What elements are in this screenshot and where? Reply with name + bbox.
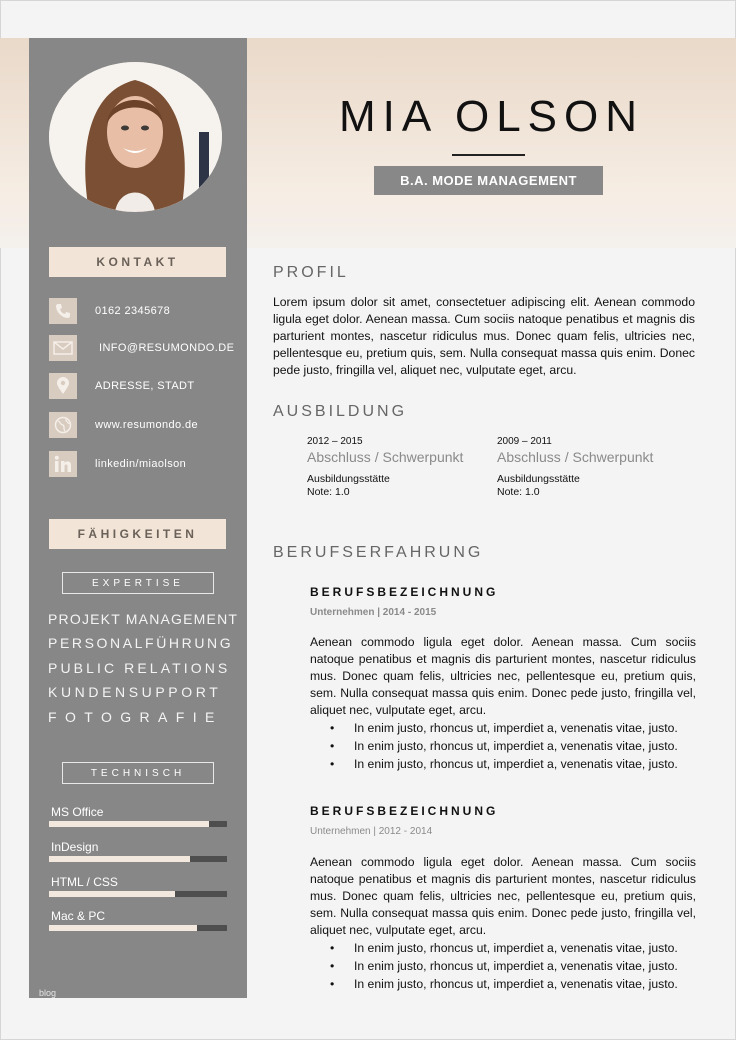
contact-address: [49, 373, 195, 399]
contact-website[interactable]: [49, 412, 198, 438]
expertise-item: FOTOGRAFIE: [48, 709, 223, 725]
expertise-item: PUBLIC RELATIONS: [48, 660, 231, 676]
contact-email-text: INFO@RESUMONDO.DE: [99, 342, 235, 354]
skill-label: MS Office: [51, 805, 104, 819]
contact-linkedin-text: linkedin/miaolson: [95, 458, 187, 470]
job-description: Aenean commodo ligula eget dolor. Aenean massa. Cum sociis natoque penatibus et magnis dis parturient montes, nascetur ridiculus mus. Donec quam felis, ultricies nec, pellentesque eu, pretium quis, sem. Nulla consequat massa quis enim. Donec pede justo, fringilla vel, aliquet nec, vulputate eget, arcu.: [310, 855, 696, 937]
bullet-item: • In enim justo, rhoncus ut, imperdiet a, venenatis vitae, justo.: [330, 939, 678, 957]
skill-fill: [49, 856, 190, 862]
profile-photo: [49, 62, 222, 212]
contact-address-text: ADRESSE, STADT: [95, 380, 195, 392]
contact-heading: KONTAKT: [49, 247, 226, 277]
skill-fill: [49, 891, 175, 897]
education-place: Ausbildungsstätte: [497, 473, 580, 485]
sidebar: [29, 38, 247, 998]
skill-label: Mac & PC: [51, 909, 106, 923]
expertise-item: PROJEKT MANAGEMENT: [48, 611, 239, 627]
education-entry: [307, 436, 487, 499]
contact-website-text: www.resumondo.de: [95, 419, 199, 431]
profile-text: Lorem ipsum dolor sit amet, consectetuer adipiscing elit. Aenean commodo ligula eget dolor. Aenean massa. Cum sociis natoque penatibus et magnis dis parturient montes, nascetur ridiculus mus. Donec quam felis, ultricies nec, pellentesque eu, pretium quis, sem. Nulla consequat massa quis enim. Donec pede justo, fringilla vel, aliquet nec, vulputate eget, arcu.: [273, 295, 695, 377]
technical-heading: TECHNISCH: [62, 762, 214, 784]
skill-fill: [49, 821, 209, 827]
education-degree: Abschluss / Schwerpunkt: [307, 449, 464, 465]
linkedin-icon: [49, 451, 77, 477]
education-degree: Abschluss / Schwerpunkt: [497, 449, 654, 465]
bullet-item: • In enim justo, rhoncus ut, imperdiet a, venenatis vitae, justo.: [330, 719, 678, 737]
watermark: blog: [39, 988, 57, 998]
skill-bar-mac-pc: [49, 925, 227, 931]
education-title: AUSBILDUNG: [273, 403, 408, 420]
map-pin-icon: [49, 373, 77, 399]
job-meta: Unternehmen | 2012 - 2014: [310, 826, 433, 837]
job-description: Aenean commodo ligula eget dolor. Aenean massa. Cum sociis natoque penatibus et magnis dis parturient montes, nascetur ridiculus mus. Donec quam felis, ultricies nec, pellentesque eu, pretium quis, sem. Nulla consequat massa quis enim. Donec pede justo, fringilla vel, aliquet nec, vulputate eget, arcu.: [310, 635, 696, 717]
skill-bar-indesign: [49, 856, 227, 862]
job-bullets: [330, 719, 678, 773]
degree-badge: B.A. MODE MANAGEMENT: [374, 166, 603, 195]
name-divider: [452, 154, 525, 156]
contact-linkedin[interactable]: [49, 451, 186, 477]
skill-bar-html-css: [49, 891, 227, 897]
education-grade: Note: 1.0: [307, 486, 350, 498]
contact-email[interactable]: [49, 335, 234, 361]
bullet-item: • In enim justo, rhoncus ut, imperdiet a, venenatis vitae, justo.: [330, 737, 678, 755]
education-years: 2012 – 2015: [307, 436, 363, 447]
phone-icon: [49, 298, 77, 324]
skill-fill: [49, 925, 197, 931]
skill-bar-ms-office: [49, 821, 227, 827]
education-place: Ausbildungsstätte: [307, 473, 390, 485]
envelope-icon: [49, 335, 77, 361]
job-bullets: [330, 939, 678, 993]
skills-heading: FÄHIGKEITEN: [49, 519, 226, 549]
bullet-item: • In enim justo, rhoncus ut, imperdiet a, venenatis vitae, justo.: [330, 755, 678, 773]
skill-label: HTML / CSS: [51, 875, 118, 889]
globe-icon: [49, 412, 77, 438]
contact-phone-text: 0162 2345678: [95, 305, 171, 317]
experience-title: BERUFSERFAHRUNG: [273, 544, 484, 561]
candidate-name: MIA OLSON: [338, 92, 645, 141]
education-grade: Note: 1.0: [497, 486, 540, 498]
education-entry: [497, 436, 677, 499]
expertise-item: KUNDENSUPPORT: [48, 684, 222, 700]
expertise-item: PERSONALFÜHRUNG: [48, 635, 234, 651]
bullet-item: • In enim justo, rhoncus ut, imperdiet a, venenatis vitae, justo.: [330, 957, 678, 975]
expertise-heading: EXPERTISE: [62, 572, 214, 594]
job-meta: Unternehmen | 2014 - 2015: [310, 607, 437, 618]
job-title: BERUFSBEZEICHNUNG: [310, 804, 499, 818]
bullet-item: • In enim justo, rhoncus ut, imperdiet a, venenatis vitae, justo.: [330, 975, 678, 993]
education-years: 2009 – 2011: [497, 436, 552, 447]
profile-title: PROFIL: [273, 264, 349, 281]
skill-label: InDesign: [51, 840, 99, 854]
job-title: BERUFSBEZEICHNUNG: [310, 585, 499, 599]
contact-phone[interactable]: [49, 298, 170, 324]
